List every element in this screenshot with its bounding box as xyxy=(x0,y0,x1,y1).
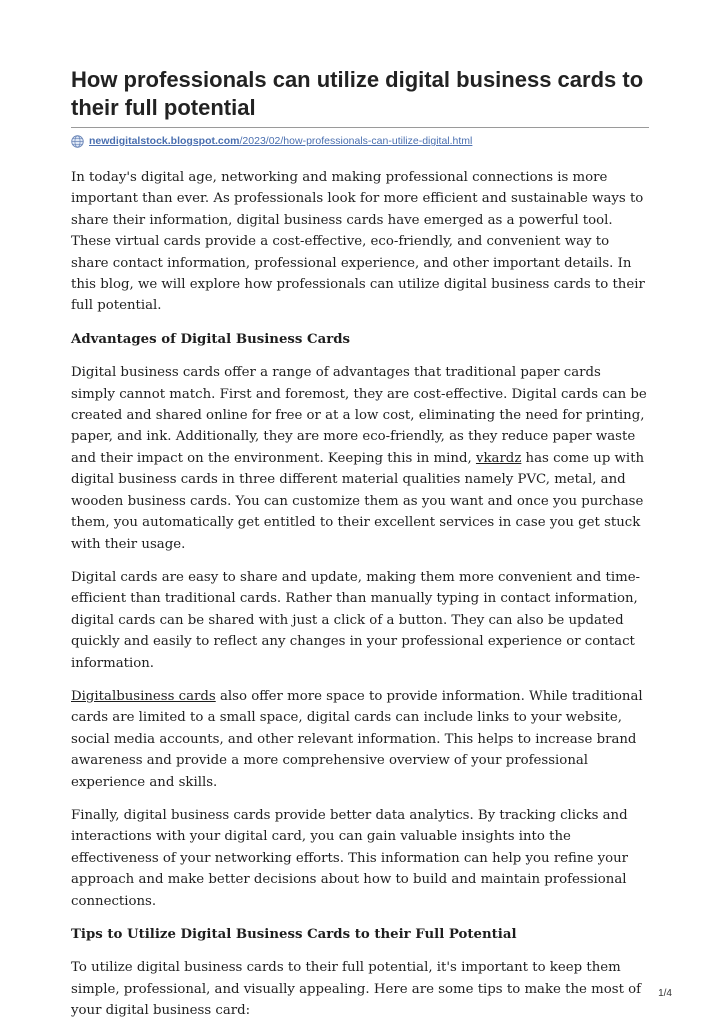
advantages-paragraph-1 xyxy=(71,362,649,555)
intro-paragraph: In today's digital age, networking and making professional connections is more important than ever. As professionals look for more efficient and sustainable ways to share their information, digital business cards have emerged as a powerful tool. These virtual cards provide a cost-effective, eco-friendly, and convenient way to share contact information, professional experience, and other important details. In this blog, we will explore how professionals can utilize digital business cards to their full potential. xyxy=(71,170,645,314)
globe-icon xyxy=(71,135,84,148)
vkardz-link[interactable]: vkardz xyxy=(475,450,522,466)
article-body xyxy=(71,167,649,1034)
paragraph-text: has come up with digital business cards in three different material qualities namely PVC, metal, and wooden business cards. You can customize them as you want and once you purchase them, you automatically get entitled to their excellent services in case you get stuck with their usage. xyxy=(71,450,645,552)
heading-advantages: Advantages of Digital Business Cards xyxy=(71,331,351,347)
source-domain[interactable]: newdigitalstock.blogspot.com xyxy=(89,135,240,147)
digital-business-cards-link[interactable]: Digitalbusiness cards xyxy=(71,688,216,704)
advantages-paragraph-2: Digital cards are easy to share and update, making them more convenient and time-efficient than traditional cards. Rather than manually typing in contact information, digital cards can be shared with just a click of a button. They can also be updated quickly and easily to reflect any changes in your professional experience or contact information. xyxy=(71,569,641,671)
article-title: How professionals can utilize digital business cards to their full potential xyxy=(71,67,644,120)
heading-tips: Tips to Utilize Digital Business Cards to their Full Potential xyxy=(71,927,517,942)
tips-paragraph-1: To utilize digital business cards to their full potential, it's important to keep them simple, professional, and visually appealing. Here are some tips to make the most of your digital business card: xyxy=(71,960,642,1019)
page-number: 1/4 xyxy=(658,988,672,999)
advantages-paragraph-4: Finally, digital business cards provide better data analytics. By tracking clicks and interactions with your digital card, you can gain valuable insights into the effectiveness of your networking efforts. This information can help you refine your approach and make better decisions about how to build and maintain professional connections. xyxy=(71,807,629,909)
source-url[interactable] xyxy=(71,134,649,148)
paragraph-text: also offer more space to provide information. While traditional cards are limited to a small space, digital cards can include links to your website, social media accounts, and other relevant information. This helps to increase brand awareness and provide a more comprehensive overview of your professional experience and skills. xyxy=(71,688,643,790)
source-path[interactable]: /2023/02/how-professionals-can-utilize-digital.html xyxy=(239,135,473,147)
advantages-paragraph-3 xyxy=(71,686,649,793)
title-divider xyxy=(71,127,649,128)
paragraph-text: Digital business cards offer a range of advantages that traditional paper cards simply cannot match. First and foremost, they are cost-effective. Digital cards can be created and shared online for free or at a low cost, eliminating the need for printing, paper, and ink. Additionally, they are more eco-friendly, as they reduce paper waste and their impact on the environment. Keeping this in mind, xyxy=(71,365,647,466)
